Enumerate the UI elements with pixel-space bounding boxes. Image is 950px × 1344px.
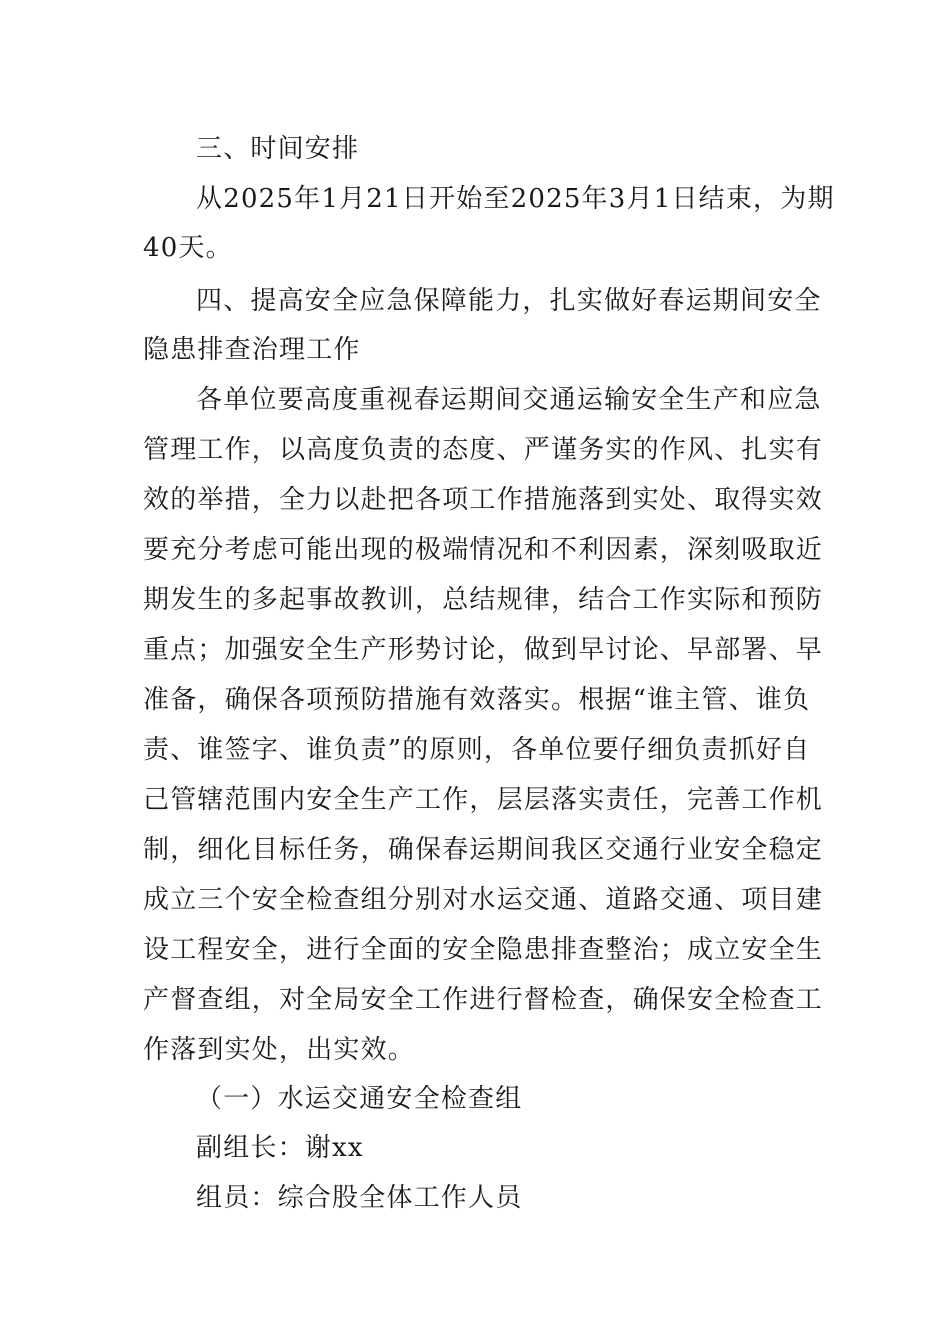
paragraph-line: 准备，确保各项预防措施有效落实。根据“谁主管、谁负 (143, 685, 811, 715)
paragraph-line: 各单位要高度重视春运期间交通运输安全生产和应急 (196, 385, 822, 415)
section-heading-safety-cont: 隐患排查治理工作 (143, 335, 361, 365)
paragraph-line: 作落到实处，出实效。 (143, 1035, 416, 1065)
deputy-leader-line: 副组长：谢xx (196, 1133, 364, 1163)
paragraph-line: 产督查组，对全局安全工作进行督检查，确保安全检查工 (143, 985, 824, 1015)
paragraph-line: 成立三个安全检查组分别对水运交通、道路交通、项目建 (143, 885, 824, 915)
paragraph-line: 40天。 (143, 233, 233, 263)
paragraph-line: 从2025年1月21日开始至2025年3月1日结束，为期 (196, 184, 835, 214)
paragraph-line: 责、谁签字、谁负责”的原则，各单位要仔细负责抓好自 (143, 735, 811, 765)
paragraph-line: 管理工作，以高度负责的态度、严谨务实的作风、扎实有 (143, 435, 824, 465)
paragraph-line: 重点；加强安全生产形势讨论，做到早讨论、早部署、早 (143, 635, 824, 665)
members-line: 组员：综合股全体工作人员 (196, 1183, 523, 1213)
paragraph-line: 效的举措，全力以赴把各项工作措施落到实处、取得实效 (143, 485, 824, 515)
paragraph-line: 己管辖范围内安全生产工作，层层落实责任，完善工作机 (143, 785, 824, 815)
paragraph-line: 制，细化目标任务，确保春运期间我区交通行业安全稳定 (143, 835, 824, 865)
subsection-heading-water: （一）水运交通安全检查组 (196, 1084, 523, 1114)
paragraph-line: 设工程安全，进行全面的安全隐患排查整治；成立安全生 (143, 935, 824, 965)
paragraph-line: 要充分考虑可能出现的极端情况和不利因素，深刻吸取近 (143, 535, 824, 565)
section-heading-safety: 四、提高安全应急保障能力，扎实做好春运期间安全 (196, 286, 822, 316)
paragraph-line: 期发生的多起事故教训，总结规律，结合工作实际和预防 (143, 585, 824, 615)
section-heading-time: 三、时间安排 (196, 134, 360, 164)
